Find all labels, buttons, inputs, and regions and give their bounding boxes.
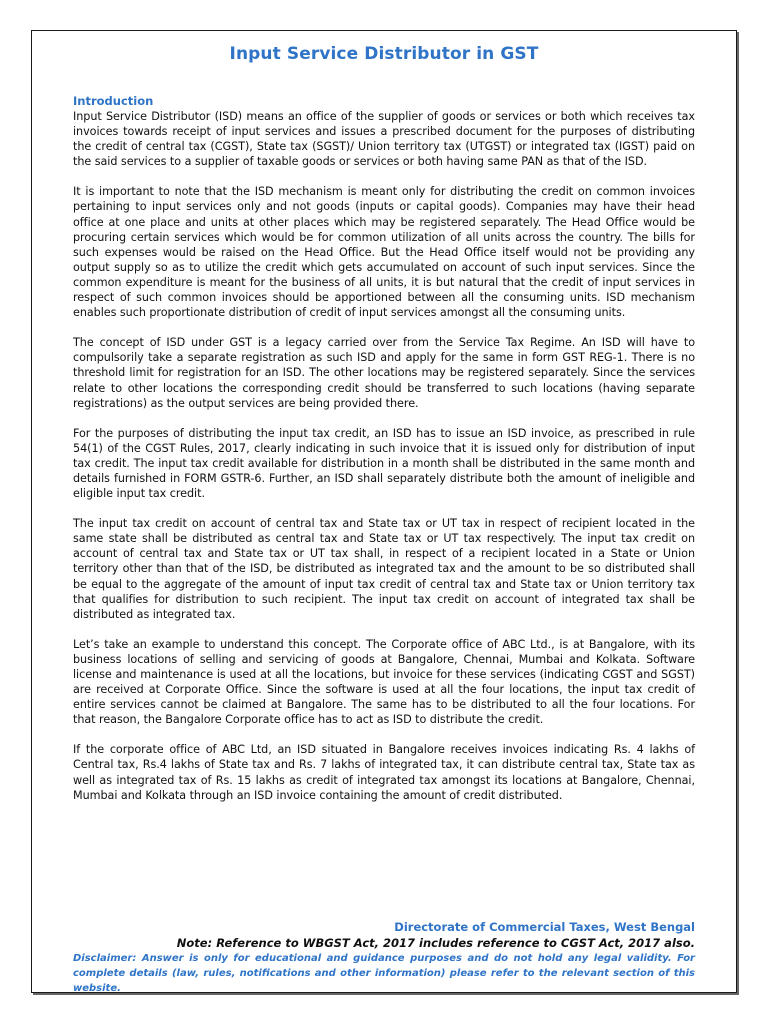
- paragraph-example-amounts: If the corporate office of ABC Ltd, an ISD situated in Bangalore receives invoices indicating Rs. 4 lakhs of Central tax, Rs.4 lakhs of State tax and Rs. 7 lakhs of integrated tax, it can distribute central tax, State tax as well as integrated tax of Rs. 15 lakhs as credit of integrated tax amongst its locations at Bangalore, Chennai, Mumbai and Kolkata through an ISD invoice containing the amount of credit distributed.: [73, 743, 695, 802]
- paragraph-isd-invoice: For the purposes of distributing the input tax credit, an ISD has to issue an ISD invoice, as prescribed in rule 54(1) of the CGST Rules, 2017, clearly indicating in such invoice that it is issued only for distribution of input tax credit. The input tax credit available for distribution in a month shall be distributed in the same month and details furnished in FORM GSTR-6. Further, an ISD shall separately distribute both the amount of ineligible and eligible input tax credit.: [73, 426, 695, 501]
- paragraph-credit-distribution: The input tax credit on account of central tax and State tax or UT tax in respect of recipient located in the same state shall be distributed as central tax and State tax or UT tax respectively. The input tax credit on account of central tax and State tax or UT tax shall, in respect of a recipient located in a State or Union territory other than that of the ISD, be distributed as integrated tax and the amount to be so distributed shall be equal to the aggregate of the amount of input tax credit of central tax and State tax or Union territory tax that qualifies for distribution to such recipient. The input tax credit on account of integrated tax shall be distributed as integrated tax.: [73, 517, 695, 621]
- footer-organization: Directorate of Commercial Taxes, West Bengal: [394, 920, 695, 934]
- paragraph-isd-registration: The concept of ISD under GST is a legacy carried over from the Service Tax Regime. An ISD will have to compulsorily take a separate registration as such ISD and apply for the same in form GST REG-1. There is no threshold limit for registration for an ISD. The other locations may be registered separately. Since the services relate to other locations the corresponding credit should be transferred to such locations (having separate registrations) as the output services are being provided there.: [73, 336, 695, 410]
- paragraph-isd-definition: Input Service Distributor (ISD) means an office of the supplier of goods or services or both which receives tax invoices towards receipt of input services and issues a prescribed document for the purposes of distributing the credit of central tax (CGST), State tax (SGST)/ Union territory tax (UTGST) or integrated tax (IGST) paid on the said services to a supplier of taxable goods or services or both having same PAN as that of the ISD.: [73, 110, 695, 169]
- paragraph-example: Let’s take an example to understand this concept. The Corporate office of ABC Ltd., is at Bangalore, with its business locations of selling and servicing of goods at Bangalore, Chennai, Mumbai and Kolkata. Software license and maintenance is used at all the locations, but invoice for these services (indicating CGST and SGST) are received at Corporate Office. Since the software is used at all the four locations, the input tax credit of entire services cannot be claimed at Bangalore. The same has to be distributed to all the four locations. For that reason, the Bangalore Corporate office has to act as ISD to distribute the credit.: [73, 637, 695, 727]
- footer-disclaimer: Disclaimer: Answer is only for educational and guidance purposes and do not hold any legal validity. For complete details (law, rules, notifications and other information) please refer to the relevant section of this website.: [73, 953, 695, 994]
- document-title: Input Service Distributor in GST: [229, 44, 539, 64]
- document-footer: [73, 919, 695, 996]
- document-body: [73, 44, 695, 818]
- paragraph-isd-mechanism: It is important to note that the ISD mechanism is meant only for distributing the credit on common invoices pertaining to input services only and not goods (inputs or capital goods). Companies may have their head office at one place and units at other places which may be registered separately. The Head Office would be procuring certain services which would be for common utilization of all units across the country. The bills for such expenses would be raised on the Head Office. But the Head Office itself would not be providing any output supply so as to utilize the credit which gets accumulated on account of such input services. Since the common expenditure is meant for the business of all units, it is but natural that the credit of input services in respect of such common invoices should be apportioned between all the consuming units. ISD mechanism enables such proportionate distribution of credit of input services amongst all the consuming units.: [73, 185, 695, 320]
- section-heading-introduction: Introduction: [73, 94, 154, 108]
- footer-note: Note: Reference to WBGST Act, 2017 includes reference to CGST Act, 2017 also.: [176, 936, 695, 950]
